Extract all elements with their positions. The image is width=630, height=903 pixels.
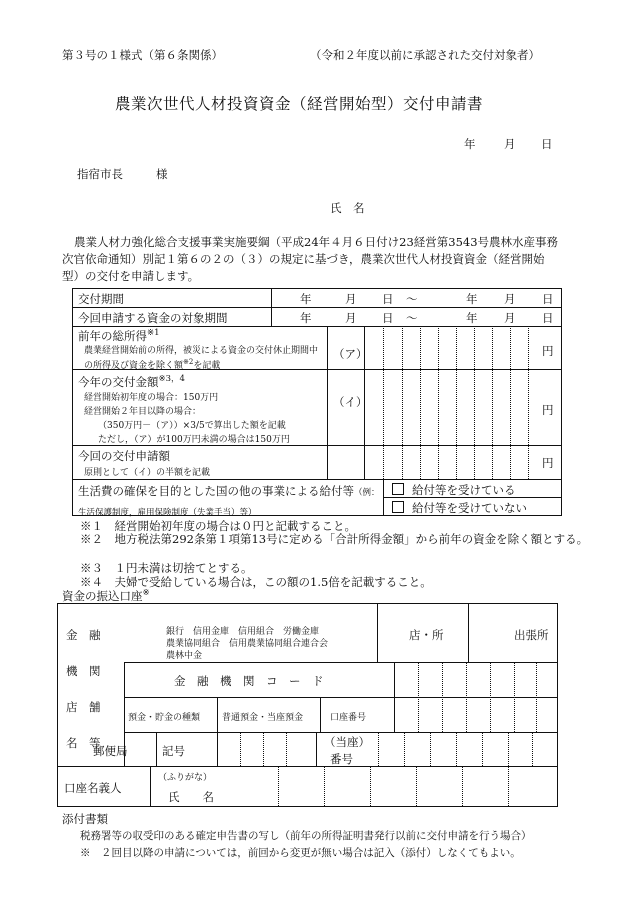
note-1: ※１ 経営開始初年度の場合は０円と記載すること。	[80, 519, 356, 533]
bank-types-line-3: 農林中金	[166, 651, 203, 661]
document-title: 農業次世代人材投資資金（経営開始型）交付申請書	[115, 95, 484, 113]
deposit-type-value: 普通預金・当座預金	[222, 713, 304, 723]
furigana-label: （ふりがな）	[158, 773, 213, 783]
side-label-2: 機 関	[66, 664, 101, 678]
bank-types-line-2: 農業協同組合 信用農業協同組合連合会	[166, 639, 329, 649]
period-start-day: 日	[382, 292, 394, 306]
mark-i: （イ）	[333, 395, 368, 409]
post-office-label: 郵便局	[93, 744, 128, 758]
amount-line-4: ただし，（ア）が100万円未満の場合は150万円	[98, 435, 290, 445]
period-end-month: 月	[504, 292, 516, 306]
period-end-day: 日	[542, 292, 554, 306]
income-title: 前年の総所得$^{※1}$	[78, 328, 160, 343]
account-holder-label: 口座名義人	[64, 781, 122, 795]
target-start-month: 月	[345, 311, 357, 325]
side-label-4: 名 等	[66, 736, 101, 750]
symbol-label: 記号	[162, 744, 185, 758]
checkbox-not-receiving[interactable]	[392, 501, 404, 513]
sub-branch-label: 出張所	[514, 628, 549, 642]
amount-line-3: （350万円－（ア））×3/5で算出した額を記載	[98, 421, 286, 431]
target-start-day: 日	[382, 311, 394, 325]
target-end-month: 月	[504, 311, 516, 325]
target-period-label: 今回申請する資金の対象期間	[78, 311, 228, 325]
form-number: 第３号の１様式（第６条関係）	[62, 48, 223, 62]
mark-a: （ア）	[333, 347, 368, 361]
date-year-label: 年	[464, 137, 476, 151]
branch-label: 店・所	[409, 628, 444, 642]
amount-yen: 円	[542, 403, 554, 417]
note-3: ※３ １円未満は切捨てとする。	[80, 561, 253, 575]
attachments-line-2: ※ ２回目以降の申請については，前回から変更が無い場合は記入（添付）しなくてもよい。	[80, 847, 521, 859]
target-end-day: 日	[542, 311, 554, 325]
bank-types-line-1: 銀行 信用金庫 信用組合 労働金庫	[166, 627, 320, 637]
target-start-year: 年	[300, 311, 312, 325]
scope-note: （令和２年度以前に承認された交付対象者）	[310, 48, 540, 62]
honorific: 様	[156, 167, 168, 181]
request-title: 今回の交付申請額	[78, 449, 170, 463]
bank-section-title: 資金の振込口座※	[62, 588, 150, 603]
date-month-label: 月	[504, 137, 516, 151]
period-start-year: 年	[300, 292, 312, 306]
holder-name-label: 氏 名	[168, 790, 214, 804]
period-tilde: ～	[406, 292, 418, 306]
other-benefits-title: 生活費の確保を目的とした国の他の事業による給付等（例：生活保護制度，雇用保険制度（失業手当）等）	[78, 484, 380, 518]
intro-paragraph: 農業人材力強化総合支援事業実施要綱（平成24年４月６日付け23経営第3543号農林水産事務次官依命通知）別記１第６の２の（３）の規定に基づき，農業次世代人材投資資金（経営開始型）の交付を申請します。	[62, 235, 559, 283]
period-label: 交付期間	[78, 292, 124, 306]
target-end-year: 年	[466, 311, 478, 325]
current-account-label: （当座）	[324, 735, 370, 749]
side-label-3: 店 舗	[66, 700, 101, 714]
request-description: 原則として（イ）の半額を記載	[84, 468, 211, 478]
option-receiving[interactable]: 給付等を受けている	[392, 482, 516, 498]
deposit-type-label: 預金・貯金の種類	[128, 713, 201, 723]
attachments-line-1: 税務署等の収受印のある確定申告書の写し（前年の所得証明書発行以前に交付申請を行う場合）	[80, 830, 532, 842]
bank-code-label: 金 融 機 関 コ ー ド	[174, 674, 324, 688]
addressee: 指宿市長	[77, 167, 123, 181]
amount-title: 今年の交付金額$^{※3,4}$	[78, 374, 185, 389]
note-4: ※４ 夫婦で受給している場合は，この額の1.5倍を記載すること。	[80, 575, 432, 589]
amount-line-2: 経営開始２年目以降の場合：	[84, 407, 202, 417]
attachments-title: 添付書類	[62, 812, 108, 826]
note-2: ※２ 地方税法第292条第１項第13号に定める「合計所得金額」から前年の資金を除く額とする。	[80, 532, 589, 546]
period-end-year: 年	[466, 292, 478, 306]
request-yen: 円	[542, 456, 554, 470]
account-number-label: 口座番号	[330, 713, 367, 723]
period-start-month: 月	[345, 292, 357, 306]
option-not-receiving[interactable]: 給付等を受けていない	[392, 500, 527, 516]
side-label-1: 金 融	[66, 628, 101, 642]
date-day-label: 日	[541, 137, 553, 151]
number-label: 番号	[330, 752, 353, 766]
amount-line-1: 経営開始初年度の場合：150万円	[84, 393, 219, 403]
checkbox-receiving[interactable]	[392, 483, 404, 495]
income-yen: 円	[542, 344, 554, 358]
income-description: 農業経営開始前の所得，被災による資金の交付休止期間中の所得及び資金を除く額$^{※2}$を記載	[84, 346, 319, 371]
applicant-name-label: 氏 名	[330, 201, 365, 215]
target-tilde: ～	[406, 311, 418, 325]
